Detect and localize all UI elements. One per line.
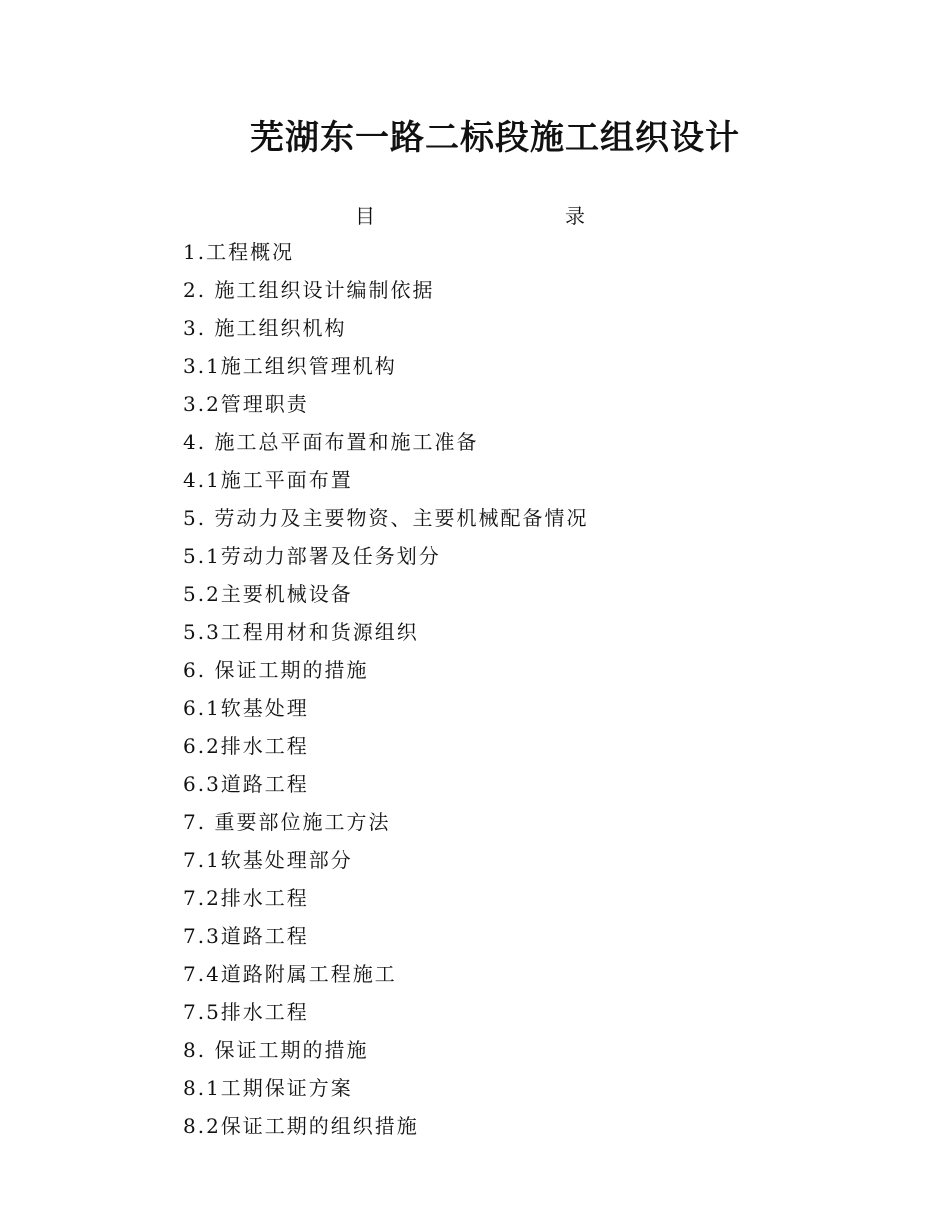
toc-heading bbox=[355, 200, 585, 229]
toc-item[interactable]: 6.3道路工程 bbox=[183, 772, 309, 796]
toc-item[interactable]: 7.1软基处理部分 bbox=[183, 848, 353, 872]
toc-item[interactable]: 7.5排水工程 bbox=[183, 1000, 309, 1024]
toc-item[interactable]: 3. 施工组织机构 bbox=[183, 316, 347, 340]
toc-item[interactable]: 6. 保证工期的措施 bbox=[183, 658, 369, 682]
toc-item[interactable]: 4.1施工平面布置 bbox=[183, 468, 353, 492]
toc-heading-left: 目 bbox=[355, 204, 375, 228]
toc-item[interactable]: 7.4道路附属工程施工 bbox=[183, 962, 397, 986]
toc-item[interactable]: 3.1施工组织管理机构 bbox=[183, 354, 397, 378]
toc-item[interactable]: 1.工程概况 bbox=[183, 240, 295, 264]
toc-item[interactable]: 8.1工期保证方案 bbox=[183, 1076, 353, 1100]
toc-item[interactable]: 3.2管理职责 bbox=[183, 392, 309, 416]
toc-item[interactable]: 6.2排水工程 bbox=[183, 734, 309, 758]
toc-item[interactable]: 5. 劳动力及主要物资、主要机械配备情况 bbox=[183, 506, 589, 530]
toc-item[interactable]: 5.3工程用材和货源组织 bbox=[183, 620, 419, 644]
toc-heading-right: 录 bbox=[565, 204, 585, 228]
toc-item[interactable]: 5.1劳动力部署及任务划分 bbox=[183, 544, 441, 568]
toc-item[interactable]: 2. 施工组织设计编制依据 bbox=[183, 278, 435, 302]
toc-item[interactable]: 4. 施工总平面布置和施工准备 bbox=[183, 430, 479, 454]
toc-item[interactable]: 5.2主要机械设备 bbox=[183, 582, 353, 606]
toc-item[interactable]: 7. 重要部位施工方法 bbox=[183, 810, 391, 834]
document-title: 芜湖东一路二标段施工组织设计 bbox=[250, 118, 740, 158]
toc-item[interactable]: 7.3道路工程 bbox=[183, 924, 309, 948]
toc-item[interactable]: 7.2排水工程 bbox=[183, 886, 309, 910]
toc-item[interactable]: 8. 保证工期的措施 bbox=[183, 1038, 369, 1062]
toc-item[interactable]: 8.2保证工期的组织措施 bbox=[183, 1114, 419, 1138]
table-of-contents bbox=[183, 233, 588, 1145]
toc-item[interactable]: 6.1软基处理 bbox=[183, 696, 309, 720]
